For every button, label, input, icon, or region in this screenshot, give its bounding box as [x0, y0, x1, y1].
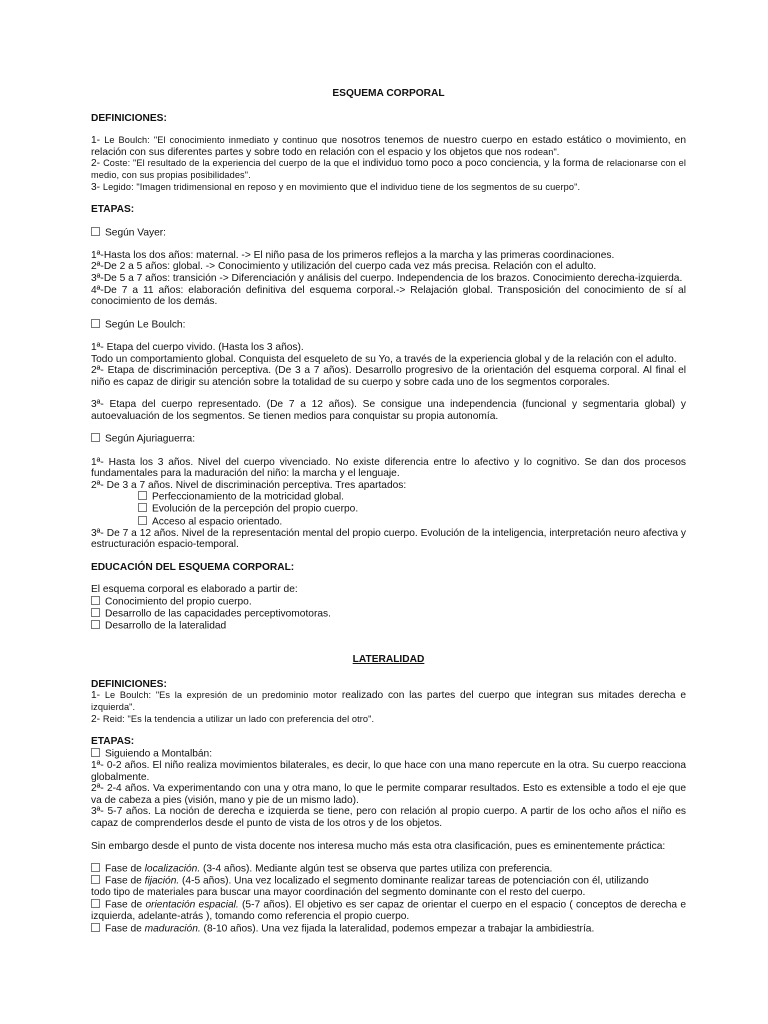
checkbox-glyph-icon — [91, 923, 100, 932]
list-item-text: Desarrollo de las capacidades perceptivomotoras. — [105, 608, 331, 620]
def-author: Reid: — [102, 713, 125, 724]
sin-embargo-paragraph: Sin embargo desde el punto de vista docente nos interesa mucho más esta otra clasificación, pues es eminentemente práctica: — [91, 840, 666, 852]
fase-text: (4-5 años). Una vez localizado el segmento dominante realizar tareas de potenciación con él, utilizando — [179, 875, 649, 887]
def-text: realizado con las partes del cuerpo que integran sus mitades derecha e — [337, 690, 687, 702]
document-page — [91, 88, 686, 935]
def-number: 1- — [91, 135, 105, 147]
fase-localizacion — [91, 863, 686, 875]
checkbox-glyph-icon — [91, 863, 100, 872]
ajuriaguerra-stage-1: 1ª- Hasta los 3 años. Nivel del cuerpo vivenciado. No existe diferencia entre lo afectivo y lo cognitivo. Se dan dos procesos fundamentales para la maduración del niño: la marcha y el lenguaje. — [91, 456, 686, 480]
list-item-text: Acceso al espacio orientado. — [152, 516, 283, 528]
fase-prefix: Fase de — [105, 899, 146, 911]
lateralidad-definition-1 — [91, 690, 686, 713]
heading-educacion: EDUCACIÓN DEL ESQUEMA CORPORAL: — [91, 561, 295, 573]
def-quote: "Es la tendencia a utilizar un lado con preferencia del otro". — [124, 713, 375, 724]
le-boulch-stage-3: 3ª- Etapa del cuerpo representado. (De 7 a 12 años). Se consigue una independencia (funcional y segmentaria global) y autoevaluación de los segmentos. Se tienen medios para conquistar su propia autonomía. — [91, 399, 686, 422]
def-quote: "El conocimiento inmediato y continuo que — [149, 135, 338, 146]
heading-definiciones: DEFINICIONES: — [91, 112, 167, 124]
list-item-text: Desarrollo de la lateralidad — [105, 620, 227, 632]
checkbox-glyph-icon — [91, 875, 100, 884]
def-text: que el — [347, 181, 381, 193]
heading-definiciones-lateralidad: DEFINICIONES: — [91, 678, 167, 690]
fase-orientacion — [91, 899, 686, 923]
montalban-stage-2: 2ª- 2-4 años. Va experimentando con una y otra mano, lo que le permite comparar resultados. Esto es extensible a todo el eje que va de cabeza a pies (visión, mano y pie de un mismo lado). — [91, 783, 686, 806]
lateralidad-definition-2 — [91, 714, 686, 726]
def-author: Le Boulch: — [104, 690, 152, 701]
def-quote: "Es la expresión de un predominio motor — [151, 690, 338, 701]
def-text: nosotros tenemos de nuestro cuerpo en estado estático o movimiento, en relación con sus diferentes partes y sobre todo en relación con el espacio y los objetos que nos — [91, 135, 687, 158]
def-end: relacionarse con el medio, con sus propias posibilidades". — [91, 158, 686, 180]
list-item-text: Perfeccionamiento de la motricidad global. — [152, 491, 344, 503]
checkbox-glyph-icon — [91, 748, 100, 757]
list-item-text: Conocimiento del propio cuerpo. — [105, 596, 252, 608]
ajuriaguerra-stage-3: 3ª- De 7 a 12 años. Nivel de la representación mental del propio cuerpo. Evolución de la inteligencia, interpretación neuro afectiva y estructuración espacio-temporal. — [91, 527, 686, 551]
fase-fijacion — [91, 875, 686, 887]
fase-name: localización. — [144, 863, 201, 875]
def-author: Legido: — [102, 181, 134, 192]
checkbox-glyph-icon — [138, 503, 147, 512]
checkbox-glyph-icon — [91, 608, 100, 617]
list-item — [91, 503, 686, 515]
checkbox-glyph-icon — [91, 227, 100, 236]
def-number: 2- — [91, 713, 103, 725]
fase-text: (8-10 años). Una vez fijada la lateralidad, podemos empezar a trabajar la ambidiestría. — [200, 923, 595, 935]
le-boulch-stage-1a: 1ª- Etapa del cuerpo vivido. (Hasta los 3 años). — [91, 341, 304, 353]
definition-1 — [91, 135, 686, 158]
title-esquema-corporal: ESQUEMA CORPORAL — [332, 88, 445, 99]
checkbox-glyph-icon — [138, 491, 147, 500]
label-text: Según Le Boulch: — [105, 319, 186, 331]
fase-text: (5-7 años). El objetivo es ser capaz de orientar el cuerpo en el espacio ( conceptos de derecha e izquierda, adelante-atrás ), tomando como referencia el propio cuerpo. — [91, 899, 686, 922]
heading-etapas-lateralidad: ETAPAS: — [91, 736, 135, 748]
def-number: 1- — [91, 690, 105, 702]
vayer-stage-2: 2ª-De 2 a 5 años: global. -> Conocimiento y utilización del cuerpo cada vez más precisa. Relación con el adulto. — [91, 261, 597, 273]
def-author: Coste: — [103, 158, 131, 169]
label-le-boulch — [91, 319, 686, 331]
label-montalban — [91, 748, 686, 760]
checkbox-glyph-icon — [91, 596, 100, 605]
fase-name: orientación espacial. — [145, 899, 239, 911]
le-boulch-stage-2: 2ª- Etapa de discriminación perceptiva. (De 3 a 7 años). Desarrollo progresivo de la orientación del esquema corporal. Al final el niño es capaz de dirigir su atención sobre la totalidad de su cuerpo y sobre cada uno de los segmentos corporales. — [91, 365, 686, 388]
def-end: izquierda". — [91, 702, 136, 713]
label-text: Según Vayer: — [105, 227, 166, 239]
checkbox-glyph-icon — [138, 516, 147, 525]
educacion-intro: El esquema corporal es elaborado a partir de: — [91, 584, 298, 596]
montalban-stage-3: 3ª- 5-7 años. La noción de derecha e izquierda se tiene, pero con relación al propio cuerpo. A partir de los ocho años el niño es capaz de comprenderlos desde el punto de vista de los otros y de los objetos. — [91, 806, 686, 829]
label-vayer — [91, 227, 686, 239]
label-ajuriaguerra — [91, 433, 686, 445]
title-lateralidad: LATERALIDAD — [352, 654, 425, 666]
definition-2 — [91, 158, 686, 181]
fase-maduracion — [91, 923, 686, 935]
fase-name: maduración. — [144, 923, 201, 935]
checkbox-glyph-icon — [91, 899, 100, 908]
vayer-stage-4: 4ª-De 7 a 11 años: elaboración definitiva del esquema corporal.-> Relajación global. Transposición del conocimiento de sí al conocimiento de los demás. — [91, 284, 686, 308]
fase-prefix: Fase de — [105, 875, 145, 887]
list-item — [91, 596, 686, 608]
list-item — [91, 491, 686, 503]
fase-name: fijación. — [144, 875, 180, 887]
heading-etapas: ETAPAS: — [91, 204, 135, 216]
def-quote: "Imagen tridimensional en reposo y en movimiento — [133, 181, 348, 192]
def-number: 3- — [91, 181, 103, 193]
checkbox-glyph-icon — [91, 433, 100, 442]
montalban-stage-1: 1ª- 0-2 años. El niño realiza movimientos bilaterales, es decir, lo que hace con una mano repercute en la otra. Su cuerpo reacciona globalmente. — [91, 759, 686, 783]
fase-text: (3-4 años). Mediante algún test se observa que partes utiliza con preferencia. — [200, 863, 553, 875]
definition-3 — [91, 182, 686, 194]
def-quote: "El resultado de la experiencia del cuerpo de la que el — [130, 158, 360, 169]
list-item — [91, 608, 686, 620]
list-item — [91, 620, 686, 632]
def-end: individuo tiene de los segmentos de su cuerpo". — [380, 181, 581, 192]
list-item — [91, 516, 686, 528]
list-item-text: Evolución de la percepción del propio cuerpo. — [152, 503, 359, 515]
label-text: Según Ajuriaguerra: — [105, 433, 196, 445]
le-boulch-stage-1b: Todo un comportamiento global. Conquista del esqueleto de su Yo, a través de la experiencia global y de la relación con el adulto. — [91, 353, 677, 365]
ajuriaguerra-stage-2: 2ª- De 3 a 7 años. Nivel de discriminación perceptiva. Tres apartados: — [91, 479, 407, 491]
fase-prefix: Fase de — [105, 923, 145, 935]
fase-prefix: Fase de — [105, 863, 145, 875]
def-author: Le Boulch: — [104, 135, 150, 146]
checkbox-glyph-icon — [91, 620, 100, 629]
def-end: rodean". — [524, 146, 560, 157]
vayer-stage-3: 3ª-De 5 a 7 años: transición -> Diferenciación y análisis del cuerpo. Independencia de los brazos. Conocimiento derecha-izquierda. — [91, 273, 683, 285]
label-text: Siguiendo a Montalbán: — [105, 748, 213, 760]
vayer-stage-1: 1ª-Hasta los dos años: maternal. -> El niño pasa de los primeros reflejos a la marcha y las primeras coordinaciones. — [91, 249, 615, 261]
def-number: 2- — [91, 158, 104, 170]
fase-fijacion-continued: todo tipo de materiales para buscar una mayor coordinación del segmento dominante con el resto del cuerpo. — [91, 887, 586, 899]
def-text: individuo tomo poco a poco conciencia, y la forma de — [359, 158, 607, 170]
checkbox-glyph-icon — [91, 319, 100, 328]
